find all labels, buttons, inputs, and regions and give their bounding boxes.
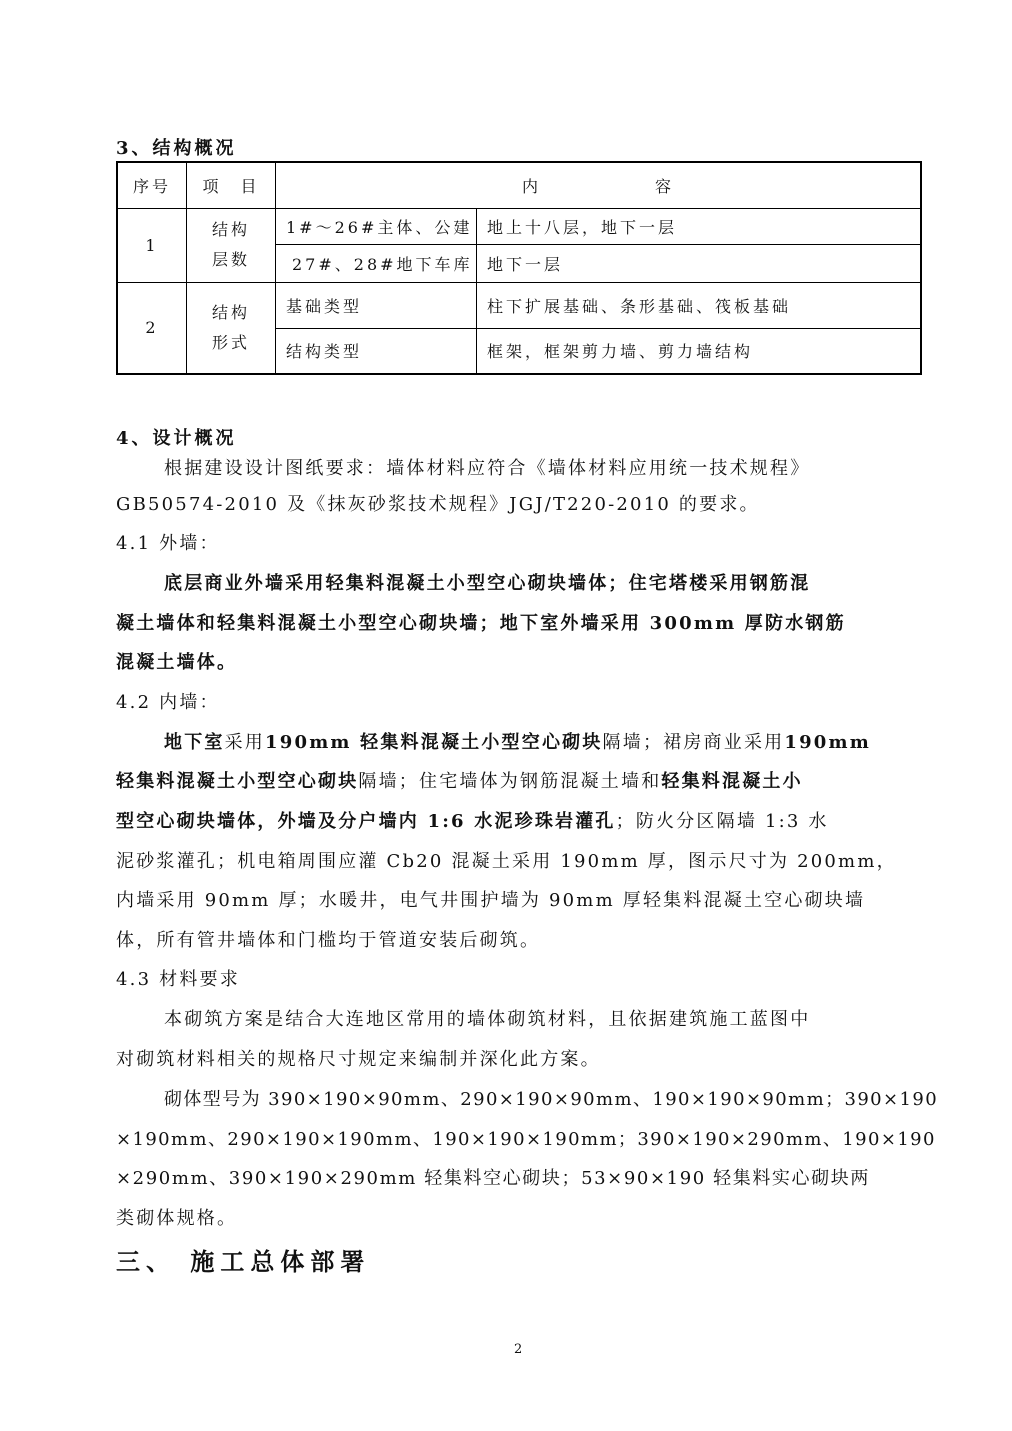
row1-item <box>187 208 276 282</box>
row2-item-line1: 结构 <box>211 302 250 322</box>
row1-a-value: 地上十八层，地下一层 <box>477 208 922 244</box>
sec42-l1-seg3: 190mm 轻集料混凝土小型空心砌块 <box>265 732 603 753</box>
sec43-p2-line2: ×190mm、290×190×190mm、190×190×190mm；390×190×290mm、190×190 <box>116 1129 936 1150</box>
sec42-l2-seg1: 轻集料混凝土小型空心砌块 <box>116 771 359 792</box>
row1-no: 1 <box>117 208 187 282</box>
row1-b-label: 27#、28#地下车库 <box>276 244 477 282</box>
table-header-row <box>117 162 921 208</box>
sec42-line5: 内墙采用 90mm 厚；水暖井，电气井围护墙为 90mm 厚轻集料混凝土空心砌块墙 <box>116 890 866 911</box>
header-item: 项 目 <box>187 162 276 208</box>
sec41-line3: 混凝土墙体。 <box>116 652 238 673</box>
sec4-p1-line2: GB50574-2010 及《抹灰砂浆技术规程》JGJ/T220-2010 的要求。 <box>116 494 760 515</box>
row1-item-line1: 结构 <box>211 220 250 239</box>
table-row <box>117 208 921 244</box>
section-4-title: 4、设计概况 <box>116 428 237 449</box>
sec42-line2 <box>116 767 803 793</box>
header-content: 内 容 <box>276 162 922 208</box>
sec42-line3 <box>116 807 829 833</box>
sec43-p2-line4: 类砌体规格。 <box>116 1208 238 1229</box>
sec42-l1-seg2: 采用 <box>224 732 266 753</box>
page-number: 2 <box>514 1342 523 1357</box>
sec43-title: 4.3 材料要求 <box>116 969 240 990</box>
row1-b-value: 地下一层 <box>477 244 922 282</box>
sec42-line1 <box>164 728 871 754</box>
row2-no: 2 <box>117 282 187 374</box>
row2-a-value: 柱下扩展基础、条形基础、筏板基础 <box>477 282 922 328</box>
sec42-line4: 泥砂浆灌孔；机电箱周围应灌 Cb20 混凝土采用 190mm 厚，图示尺寸为 200mm， <box>116 851 897 872</box>
structure-table <box>116 161 922 375</box>
row2-item-line2: 形式 <box>211 332 250 352</box>
section-three-title: 三、 施工总体部署 <box>116 1247 371 1276</box>
row2-b-value: 框架，框架剪力墙、剪力墙结构 <box>477 328 922 374</box>
table-row <box>117 282 921 328</box>
row1-item-line2: 层数 <box>211 250 250 269</box>
sec4-p1-line1: 根据建设设计图纸要求：墙体材料应符合《墙体材料应用统一技术规程》 <box>164 458 811 479</box>
sec42-l3-seg2: ；防火分区隔墙 1:3 水 <box>615 811 829 832</box>
row2-item <box>187 282 276 374</box>
sec43-p1-line1: 本砌筑方案是结合大连地区常用的墙体砌筑材料，且依据建筑施工蓝图中 <box>164 1009 811 1030</box>
sec43-p2-line1: 砌体型号为 390×190×90mm、290×190×90mm、190×190×90mm；390×190 <box>164 1089 939 1110</box>
sec42-l1-seg4: 隔墙；裙房商业采用 <box>602 732 785 753</box>
header-no: 序号 <box>117 162 187 208</box>
row2-a-label: 基础类型 <box>276 282 477 328</box>
sec42-title: 4.2 内墙： <box>116 692 220 713</box>
sec41-title: 4.1 外墙： <box>116 533 220 554</box>
sec43-p2-line3: ×290mm、390×190×290mm 轻集料空心砌块；53×90×190 轻集料实心砌块两 <box>116 1168 870 1189</box>
sec41-line2: 凝土墙体和轻集料混凝土小型空心砌块墙；地下室外墙采用 300mm 厚防水钢筋 <box>116 613 846 634</box>
section-3-title: 3、结构概况 <box>116 138 237 159</box>
sec42-l1-seg1: 地下室 <box>164 732 225 753</box>
row1-a-label: 1#～26#主体、公建 <box>276 208 477 244</box>
row2-b-label: 结构类型 <box>276 328 477 374</box>
sec41-line1: 底层商业外墙采用轻集料混凝土小型空心砌块墙体；住宅塔楼采用钢筋混 <box>164 573 811 594</box>
sec42-l1-seg5: 190mm <box>784 732 872 753</box>
sec42-l2-seg2: 隔墙；住宅墙体为钢筋混凝土墙和 <box>358 771 662 792</box>
sec42-line6: 体，所有管井墙体和门槛均于管道安装后砌筑。 <box>116 930 541 951</box>
sec43-p1-line2: 对砌筑材料相关的规格尺寸规定来编制并深化此方案。 <box>116 1049 601 1070</box>
sec42-l3-seg1: 型空心砌块墙体，外墙及分户墙内 1:6 水泥珍珠岩灌孔 <box>116 811 616 832</box>
sec42-l2-seg3: 轻集料混凝土小 <box>661 771 803 792</box>
